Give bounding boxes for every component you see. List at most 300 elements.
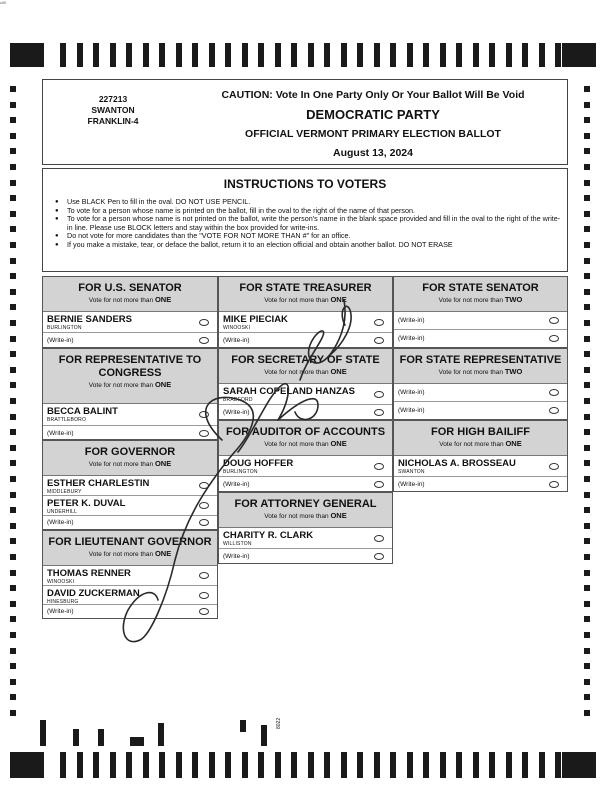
- timing-mark: [176, 43, 182, 67]
- timing-mark: [10, 195, 16, 201]
- vote-oval[interactable]: [199, 430, 209, 437]
- timing-mark: [562, 43, 596, 67]
- timing-mark: [110, 43, 116, 67]
- candidate-row[interactable]: [43, 404, 217, 426]
- vote-oval[interactable]: [549, 335, 559, 342]
- instruction-item: ● Use BLACK Pen to fill in the oval. DO NOT USE PENCIL.: [53, 198, 563, 207]
- timing-mark: [93, 43, 99, 67]
- vote-limit: Vote for not more than ONE: [264, 511, 347, 520]
- race-header: [43, 441, 217, 476]
- race-auditor-of-accounts: [218, 420, 393, 492]
- candidate-row[interactable]: [43, 586, 217, 605]
- candidate-town: WINOOSKI: [47, 579, 75, 585]
- timing-mark: [440, 43, 446, 67]
- instruction-item: ● Do not vote for more candidates than the "VOTE FOR NOT MORE THAN #" for an office.: [53, 232, 563, 241]
- timing-mark: [10, 320, 16, 326]
- timing-mark: [390, 752, 396, 778]
- timing-mark: [374, 43, 380, 67]
- timing-mark: [10, 226, 16, 232]
- timing-mark: [10, 752, 44, 778]
- candidate-town: BURLINGTON: [223, 469, 258, 475]
- vote-oval[interactable]: [199, 519, 209, 526]
- timing-mark: [60, 43, 66, 67]
- candidate-name: BECCA BALINT: [47, 406, 118, 417]
- race-title: FOR STATE SENATOR: [422, 282, 539, 294]
- timing-mark: [159, 752, 165, 778]
- timing-mark: [584, 289, 590, 295]
- vote-oval[interactable]: [374, 409, 384, 416]
- timing-mark: [324, 752, 330, 778]
- timing-mark: [258, 43, 264, 67]
- vote-limit: Vote for not more than ONE: [88, 549, 172, 558]
- ballot-header: [42, 79, 568, 165]
- candidate-row[interactable]: [43, 476, 217, 496]
- write-in-label: (Write-in): [398, 481, 425, 488]
- write-in-row[interactable]: [43, 605, 217, 619]
- footer-code: 8022: [276, 717, 282, 729]
- timing-mark: [584, 710, 590, 716]
- timing-mark: [584, 554, 590, 560]
- timing-mark: [10, 679, 16, 685]
- timing-mark: [275, 43, 281, 67]
- race-title: FOR SECRETARY OF STATE: [231, 354, 380, 366]
- race-lieutenant-governor: [42, 530, 218, 619]
- timing-mark: [209, 43, 215, 67]
- timing-mark: [489, 43, 495, 67]
- timing-mark: [357, 752, 363, 778]
- timing-mark: [539, 752, 545, 778]
- timing-mark: [258, 752, 264, 778]
- timing-mark: [456, 43, 462, 67]
- candidate-town: WINOOSKI: [223, 325, 251, 331]
- timing-mark: [562, 752, 596, 778]
- write-in-row[interactable]: [219, 549, 392, 565]
- vote-limit: Vote for not more than ONE: [264, 439, 347, 448]
- timing-mark: [10, 648, 16, 654]
- timing-mark: [308, 752, 314, 778]
- timing-mark: [522, 752, 528, 778]
- write-in-label: (Write-in): [47, 430, 74, 437]
- timing-mark: [10, 632, 16, 638]
- timing-mark: [374, 752, 380, 778]
- write-in-label: (Write-in): [398, 407, 425, 414]
- timing-mark: [539, 43, 545, 67]
- race-header: [219, 277, 392, 312]
- timing-mark: [584, 398, 590, 404]
- vote-oval[interactable]: [549, 407, 559, 414]
- timing-mark: [60, 752, 66, 778]
- candidate-name: SARAH COPELAND HANZAS: [223, 386, 355, 397]
- timing-mark: [489, 752, 495, 778]
- instructions-box: [42, 168, 568, 272]
- timing-mark: [242, 752, 248, 778]
- candidate-town: BURLINGTON: [47, 325, 82, 331]
- timing-mark: [10, 585, 16, 591]
- vote-oval[interactable]: [199, 572, 209, 579]
- timing-mark: [10, 554, 16, 560]
- timing-mark: [584, 226, 590, 232]
- write-in-label: (Write-in): [223, 553, 250, 560]
- race-header: [43, 531, 217, 566]
- candidate-name: DOUG HOFFER: [223, 458, 294, 469]
- race-header: [394, 421, 567, 456]
- write-in-row[interactable]: [394, 384, 567, 402]
- timing-mark: [555, 43, 561, 67]
- corner-mark: c0ll: [0, 0, 7, 5]
- race-title: FOR REPRESENTATIVE TO CONGRESS: [58, 354, 202, 379]
- timing-mark: [584, 445, 590, 451]
- timing-mark: [407, 752, 413, 778]
- candidate-row[interactable]: [394, 456, 567, 477]
- timing-mark: [225, 752, 231, 778]
- race-header: [394, 277, 567, 312]
- timing-mark: [10, 460, 16, 466]
- timing-mark: [584, 180, 590, 186]
- vote-limit: Vote for not more than ONE: [88, 380, 172, 389]
- timing-mark: [77, 752, 83, 778]
- timing-mark: [584, 601, 590, 607]
- party-name: DEMOCRATIC PARTY: [306, 107, 440, 122]
- timing-mark: [291, 43, 297, 67]
- timing-mark: [584, 570, 590, 576]
- timing-mark: [77, 43, 83, 67]
- vote-oval[interactable]: [374, 553, 384, 560]
- vote-limit: Vote for not more than ONE: [439, 439, 522, 448]
- timing-mark: [10, 242, 16, 248]
- timing-mark: [192, 752, 198, 778]
- timing-mark: [584, 476, 590, 482]
- timing-mark: [130, 737, 144, 746]
- timing-mark: [341, 752, 347, 778]
- timing-mark: [584, 351, 590, 357]
- timing-mark: [159, 43, 165, 67]
- timing-mark: [584, 164, 590, 170]
- timing-mark: [291, 752, 297, 778]
- timing-mark: [341, 43, 347, 67]
- timing-mark: [584, 460, 590, 466]
- timing-mark: [10, 570, 16, 576]
- timing-mark: [456, 752, 462, 778]
- race-header: [43, 349, 217, 404]
- candidate-name: PETER K. DUVAL: [47, 498, 126, 509]
- vote-oval[interactable]: [549, 481, 559, 488]
- timing-mark: [584, 304, 590, 310]
- timing-mark: [584, 117, 590, 123]
- vote-oval[interactable]: [374, 319, 384, 326]
- write-in-row[interactable]: [219, 405, 392, 421]
- vote-oval[interactable]: [199, 608, 209, 615]
- timing-mark: [10, 523, 16, 529]
- timing-mark: [10, 164, 16, 170]
- timing-mark: [10, 445, 16, 451]
- write-in-label: (Write-in): [47, 608, 74, 615]
- timing-mark: [584, 367, 590, 373]
- vote-oval[interactable]: [549, 463, 559, 470]
- candidate-row[interactable]: [219, 384, 392, 405]
- precinct-info: [63, 94, 163, 127]
- candidate-row[interactable]: [43, 496, 217, 516]
- timing-mark: [584, 694, 590, 700]
- timing-mark: [10, 258, 16, 264]
- timing-mark: [143, 43, 149, 67]
- race-us-senator: [42, 276, 218, 348]
- timing-mark: [584, 133, 590, 139]
- race-header: [219, 349, 392, 384]
- vote-oval[interactable]: [549, 389, 559, 396]
- write-in-label: (Write-in): [223, 481, 250, 488]
- timing-mark: [10, 476, 16, 482]
- write-in-label: (Write-in): [398, 389, 425, 396]
- timing-mark: [10, 694, 16, 700]
- timing-mark: [407, 43, 413, 67]
- timing-mark: [584, 632, 590, 638]
- timing-mark: [242, 43, 248, 67]
- race-title: FOR STATE REPRESENTATIVE: [399, 354, 562, 366]
- timing-mark: [584, 492, 590, 498]
- timing-mark: [40, 720, 46, 746]
- race-header: [219, 493, 392, 528]
- timing-mark: [584, 336, 590, 342]
- timing-mark: [209, 752, 215, 778]
- vote-limit: Vote for not more than TWO: [438, 367, 523, 376]
- race-header: [219, 421, 392, 456]
- vote-limit: Vote for not more than ONE: [88, 295, 172, 304]
- timing-mark: [584, 648, 590, 654]
- timing-mark: [10, 336, 16, 342]
- timing-mark: [473, 43, 479, 67]
- timing-mark: [240, 720, 246, 732]
- timing-mark: [584, 382, 590, 388]
- race-title: FOR HIGH BAILIFF: [431, 426, 530, 438]
- candidate-name: CHARITY R. CLARK: [223, 530, 314, 541]
- timing-mark: [10, 133, 16, 139]
- vote-limit: Vote for not more than ONE: [264, 367, 347, 376]
- write-in-row[interactable]: [43, 516, 217, 530]
- vote-oval[interactable]: [374, 481, 384, 488]
- race-title: FOR AUDITOR OF ACCOUNTS: [225, 426, 386, 438]
- vote-oval[interactable]: [374, 391, 384, 398]
- timing-mark: [143, 752, 149, 778]
- timing-mark: [275, 752, 281, 778]
- candidate-town: BRATTLEBORO: [47, 417, 87, 423]
- timing-mark: [225, 43, 231, 67]
- write-in-row[interactable]: [394, 477, 567, 493]
- timing-mark: [584, 507, 590, 513]
- timing-mark: [506, 43, 512, 67]
- timing-mark: [584, 195, 590, 201]
- timing-mark: [423, 43, 429, 67]
- timing-mark: [10, 273, 16, 279]
- timing-mark: [522, 43, 528, 67]
- precinct-town: SWANTON: [91, 105, 135, 115]
- timing-mark: [10, 616, 16, 622]
- timing-mark: [584, 663, 590, 669]
- candidate-row[interactable]: [43, 312, 217, 333]
- timing-mark: [584, 102, 590, 108]
- timing-mark: [176, 752, 182, 778]
- timing-mark: [73, 729, 79, 746]
- caution-line: CAUTION: Vote In One Party Only Or Your Ballot Will Be Void: [221, 89, 525, 101]
- timing-mark: [126, 752, 132, 778]
- write-in-row[interactable]: [43, 333, 217, 349]
- vote-oval[interactable]: [199, 502, 209, 509]
- vote-oval[interactable]: [199, 482, 209, 489]
- write-in-row[interactable]: [219, 333, 392, 349]
- timing-mark: [584, 679, 590, 685]
- timing-mark: [98, 729, 104, 746]
- vote-oval[interactable]: [199, 319, 209, 326]
- timing-mark: [10, 289, 16, 295]
- write-in-row[interactable]: [394, 402, 567, 420]
- timing-mark: [584, 86, 590, 92]
- race-high-bailiff: [393, 420, 568, 492]
- precinct-district: FRANKLIN-4: [87, 116, 139, 126]
- write-in-row[interactable]: [394, 312, 567, 330]
- timing-mark: [10, 382, 16, 388]
- timing-mark: [192, 43, 198, 67]
- timing-mark: [584, 148, 590, 154]
- timing-mark: [10, 180, 16, 186]
- instructions-title: INSTRUCTIONS TO VOTERS: [223, 177, 387, 191]
- timing-mark: [555, 752, 561, 778]
- timing-mark: [584, 429, 590, 435]
- timing-mark: [324, 43, 330, 67]
- timing-mark: [390, 43, 396, 67]
- race-title: FOR STATE TREASURER: [239, 282, 372, 294]
- candidate-row[interactable]: [219, 456, 392, 477]
- timing-mark: [584, 242, 590, 248]
- timing-mark: [584, 616, 590, 622]
- timing-mark: [10, 507, 16, 513]
- vote-oval[interactable]: [374, 463, 384, 470]
- candidate-name: DAVID ZUCKERMAN: [47, 588, 140, 599]
- write-in-label: (Write-in): [47, 337, 74, 344]
- vote-limit: Vote for not more than ONE: [88, 459, 172, 468]
- candidate-town: UNDERHILL: [47, 509, 78, 515]
- election-date: August 13, 2024: [333, 147, 413, 159]
- timing-mark: [308, 43, 314, 67]
- candidate-name: NICHOLAS A. BROSSEAU: [398, 458, 516, 469]
- write-in-label: (Write-in): [47, 519, 74, 526]
- timing-mark: [10, 492, 16, 498]
- timing-mark: [584, 273, 590, 279]
- vote-oval[interactable]: [199, 592, 209, 599]
- timing-mark: [10, 367, 16, 373]
- timing-mark: [261, 725, 267, 746]
- timing-mark: [10, 398, 16, 404]
- instruction-item: ● To vote for a person whose name is printed on the ballot, fill in the oval to the right of the name of that person.: [53, 207, 563, 216]
- timing-mark: [10, 710, 16, 716]
- ballot-title: OFFICIAL VERMONT PRIMARY ELECTION BALLOT: [245, 128, 501, 140]
- candidate-town: HINESBURG: [47, 599, 79, 605]
- instruction-item: ● To vote for a person whose name is not printed on the ballot, write the person's name in the blank space provided and fill in the oval to the right of the write-in line. Please use BLOCK letters and stay within the box provided for write-ins.: [53, 215, 563, 232]
- candidate-town: BRADFORD: [223, 397, 253, 403]
- write-in-label: (Write-in): [223, 337, 250, 344]
- candidate-row[interactable]: [219, 528, 392, 549]
- vote-limit: Vote for not more than ONE: [264, 295, 347, 304]
- timing-mark: [10, 414, 16, 420]
- timing-mark: [10, 86, 16, 92]
- candidate-row[interactable]: [219, 312, 392, 333]
- timing-mark: [110, 752, 116, 778]
- timing-mark: [10, 304, 16, 310]
- timing-mark: [440, 752, 446, 778]
- race-state-senator: [393, 276, 568, 348]
- timing-mark: [10, 117, 16, 123]
- timing-mark: [10, 601, 16, 607]
- write-in-label: (Write-in): [398, 335, 425, 342]
- vote-oval[interactable]: [374, 337, 384, 344]
- timing-mark: [423, 752, 429, 778]
- candidate-town: MIDDLEBURY: [47, 489, 82, 495]
- precinct-number: 227213: [98, 94, 128, 104]
- vote-limit: Vote for not more than TWO: [438, 295, 523, 304]
- write-in-row[interactable]: [394, 330, 567, 348]
- write-in-label: (Write-in): [223, 409, 250, 416]
- timing-mark: [10, 429, 16, 435]
- candidate-town: SWANTON: [398, 469, 425, 475]
- timing-mark: [10, 148, 16, 154]
- timing-mark: [10, 351, 16, 357]
- race-governor: [42, 440, 218, 530]
- timing-mark: [10, 102, 16, 108]
- vote-oval[interactable]: [199, 337, 209, 344]
- race-state-treasurer: [218, 276, 393, 348]
- timing-mark: [584, 585, 590, 591]
- timing-mark: [473, 752, 479, 778]
- race-header: [394, 349, 567, 384]
- candidate-name: THOMAS RENNER: [47, 568, 131, 579]
- race-title: FOR GOVERNOR: [84, 446, 176, 458]
- candidate-name: ESTHER CHARLESTIN: [47, 478, 150, 489]
- race-state-representative: [393, 348, 568, 420]
- timing-mark: [93, 752, 99, 778]
- race-header: [43, 277, 217, 312]
- candidate-name: MIKE PIECIAK: [223, 314, 288, 325]
- timing-mark: [584, 538, 590, 544]
- timing-mark: [584, 414, 590, 420]
- candidate-name: BERNIE SANDERS: [47, 314, 132, 325]
- race-attorney-general: [218, 492, 393, 564]
- timing-mark: [10, 211, 16, 217]
- timing-mark: [10, 538, 16, 544]
- timing-mark: [584, 211, 590, 217]
- vote-oval[interactable]: [199, 411, 209, 418]
- instructions-list: [53, 198, 563, 250]
- candidate-town: WILLISTON: [223, 541, 252, 547]
- timing-mark: [126, 43, 132, 67]
- race-title: FOR ATTORNEY GENERAL: [234, 498, 377, 510]
- instruction-item: ● If you make a mistake, tear, or deface the ballot, return it to an election official and obtain another ballot. DO NOT ERASE: [53, 241, 563, 250]
- timing-mark: [506, 752, 512, 778]
- timing-mark: [10, 663, 16, 669]
- vote-oval[interactable]: [549, 317, 559, 324]
- vote-oval[interactable]: [374, 535, 384, 542]
- timing-mark: [158, 723, 164, 746]
- race-title: FOR U.S. SENATOR: [78, 282, 182, 294]
- race-secretary-of-state: [218, 348, 393, 420]
- timing-mark: [10, 43, 44, 67]
- timing-mark: [357, 43, 363, 67]
- timing-mark: [584, 523, 590, 529]
- candidate-row[interactable]: [43, 566, 217, 586]
- timing-mark: [584, 320, 590, 326]
- write-in-label: (Write-in): [398, 317, 425, 324]
- race-representative-to-congress: [42, 348, 218, 440]
- timing-mark: [584, 258, 590, 264]
- race-title: FOR LIEUTENANT GOVERNOR: [48, 536, 212, 548]
- write-in-row[interactable]: [219, 477, 392, 493]
